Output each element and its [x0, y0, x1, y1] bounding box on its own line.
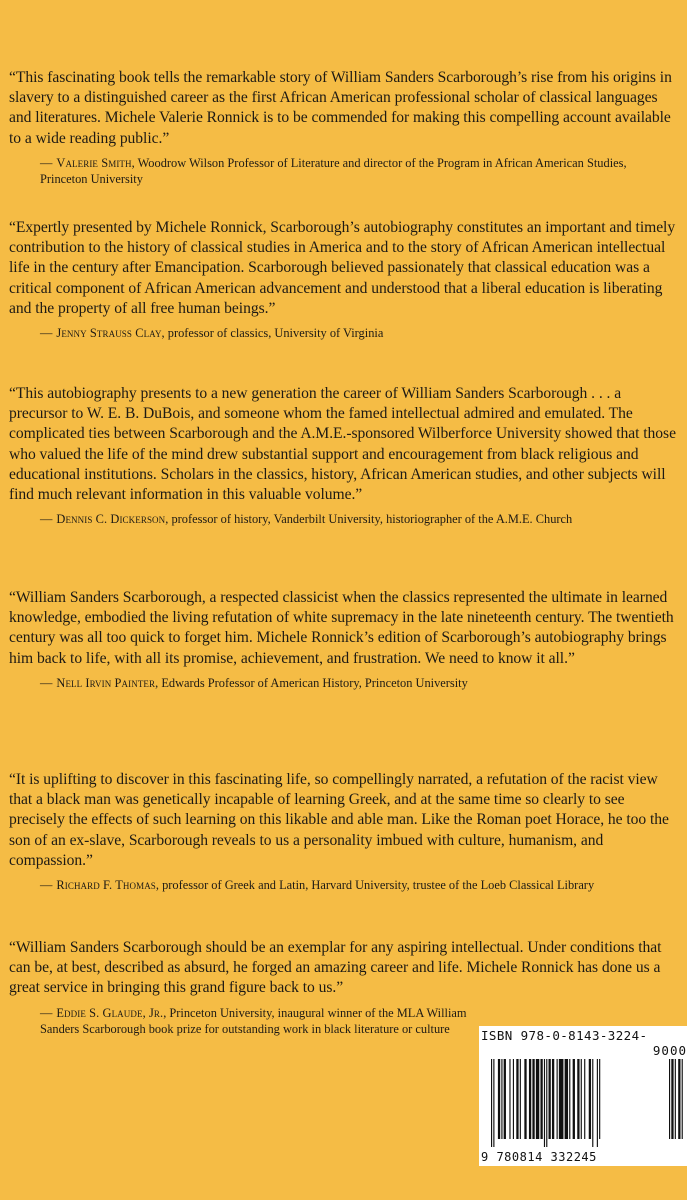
blurb-jenny-strauss-clay: [0, 218, 687, 341]
endorser-name: Valerie Smith: [56, 155, 132, 170]
ean-digits: 9 780814 332245: [481, 1150, 597, 1164]
addon-barcode-bars: [669, 1059, 687, 1151]
endorser-affiliation: , Woodrow Wilson Professor of Literature and director of the Program in African American Studies, Princeton University: [40, 155, 627, 187]
ean-barcode-bars: [491, 1059, 661, 1151]
endorser-name: Jenny Strauss Clay: [56, 326, 162, 341]
attribution: — Eddie S. Glaude, Jr., Princeton University, inaugural winner of the MLA William Sanders Scarborough book prize for outstanding work in black literature or culture: [40, 1005, 467, 1037]
endorser-affiliation: , professor of history, Vanderbilt University, historiographer of the A.M.E. Church: [165, 512, 573, 527]
isbn-label: ISBN 978-0-8143-3224-: [481, 1028, 648, 1043]
endorser-affiliation: , professor of classics, University of Virginia: [161, 326, 384, 341]
endorser-name: Dennis C. Dickerson: [56, 512, 166, 527]
blurb-nell-irvin-painter: [0, 588, 687, 691]
price-code: 9000: [652, 1043, 687, 1058]
endorser-affiliation: , Princeton University, inaugural winner of the MLA William Sanders Scarborough book prize for outstanding work in black literature or culture: [40, 1005, 467, 1037]
endorser-name: Nell Irvin Painter: [56, 675, 156, 690]
endorser-name: Richard F. Thomas: [56, 878, 156, 893]
blurb-richard-thomas: [0, 770, 687, 893]
attribution: — Dennis C. Dickerson, professor of history, Vanderbilt University, historiographer of the A.M.E. Church: [40, 512, 573, 527]
quote-text: “William Sanders Scarborough, a respected classicist when the classics represented the ultimate in learned knowledge, embodied the living refutation of white supremacy in the late nineteenth century. The twentieth century was all too quick to forget him. Michele Ronnick’s edition of Scarborough’s autobiography brings him back to life, with all its promise, achievement, and frustration. We need to know it all.”: [9, 589, 674, 667]
endorser-affiliation: , professor of Greek and Latin, Harvard University, trustee of the Loeb Classical Library: [155, 878, 595, 893]
quote-text: “William Sanders Scarborough should be an exemplar for any aspiring intellectual. Under conditions that can be, at best, described as absurd, he forged an amazing career and life. Michele Ronnick has done us a great service in bringing this grand figure back to us.”: [9, 939, 662, 997]
quote-text: “This autobiography presents to a new generation the career of William Sanders Scarborough . . . a precursor to W. E. B. DuBois, and someone whom the famed intellectual admired and emulated. The complicated ties between Scarborough and the A.M.E.-sponsored Wilberforce University showed that those who valued the life of the mind drew substantial support and encouragement from black religious and educational institutions. Scholars in the classics, history, African American studies, and other subjects will find much relevant information in this valuable volume.”: [9, 385, 676, 504]
quote-text: “Expertly presented by Michele Ronnick, Scarborough’s autobiography constitutes an important and timely contribution to the history of classical studies in America and to the story of African American intellectual life in the century after Emancipation. Scarborough believed passionately that classical education was a critical component of African American advancement and understood that a liberal education is liberating and the property of all free human beings.”: [9, 219, 676, 317]
quote-text: “This fascinating book tells the remarkable story of William Sanders Scarborough’s rise from his origins in slavery to a distinguished career as the first African American professional scholar of classical languages and literatures. Michele Valerie Ronnick is to be commended for making this compelling account available to a wide reading public.”: [9, 69, 672, 147]
endorser-affiliation: , Edwards Professor of American History, Princeton University: [155, 675, 468, 690]
attribution: — Nell Irvin Painter, Edwards Professor of American History, Princeton University: [40, 675, 468, 690]
endorser-name: Eddie S. Glaude, Jr.: [56, 1005, 164, 1020]
quote-text: “It is uplifting to discover in this fascinating life, so compellingly narrated, a refutation of the racist view that a black man was genetically incapable of learning Greek, and at the same time so clearly to see precisely the effects of such learning on this likable and able man. Like the Roman poet Horace, he too the son of an ex-slave, Scarborough reveals to us a personality imbued with culture, humanism, and compassion.”: [9, 771, 669, 869]
attribution: — Richard F. Thomas, professor of Greek and Latin, Harvard University, trustee of the Loeb Classical Library: [40, 878, 595, 893]
blurb-dennis-dickerson: [0, 384, 687, 528]
attribution: — Valerie Smith, Woodrow Wilson Professor of Literature and director of the Program in African American Studies, Princeton University: [40, 155, 627, 187]
blurb-eddie-glaude: [0, 938, 687, 1037]
attribution: — Jenny Strauss Clay, professor of classics, University of Virginia: [40, 326, 384, 341]
blurb-valerie-smith: [0, 68, 687, 188]
isbn-barcode: [479, 1026, 687, 1166]
